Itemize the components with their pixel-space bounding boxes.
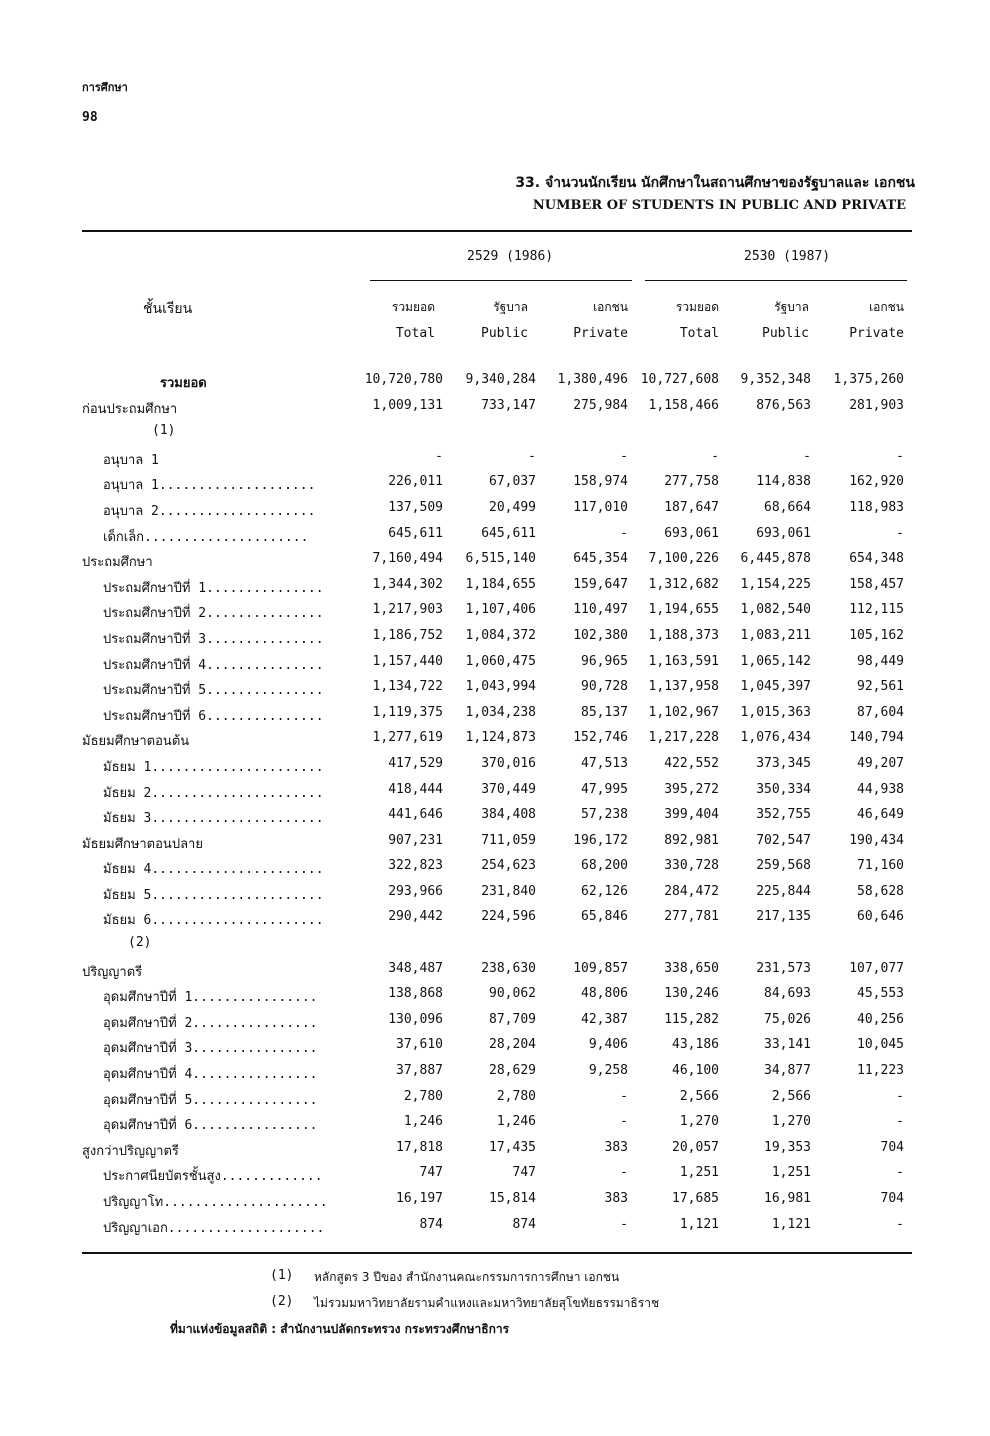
cell-private-1987: 140,794 <box>849 730 904 746</box>
table-row <box>0 884 990 910</box>
cell-total-1987: 277,781 <box>664 909 719 925</box>
cell-public-1986: 1,060,475 <box>465 653 536 669</box>
row-label: อุดมศึกษาปีที่ 4................ <box>103 1067 318 1083</box>
table-row <box>0 833 990 859</box>
row-label: ประถมศึกษาปีที่ 5............... <box>103 683 324 699</box>
section-header: การศึกษา <box>82 81 128 94</box>
table-row <box>0 679 990 705</box>
cell-private-1986: 9,406 <box>588 1037 628 1053</box>
row-label: รวมยอด <box>160 376 207 391</box>
cell-private-1987: 44,938 <box>857 781 904 797</box>
cell-public-1987: 2,566 <box>771 1088 811 1104</box>
cell-public-1987: 1,083,211 <box>740 627 811 643</box>
cell-private-1987: - <box>896 1165 904 1181</box>
cell-private-1986: 85,137 <box>581 704 628 720</box>
cell-total-1987: 1,137,958 <box>648 679 719 695</box>
cell-public-1986: 733,147 <box>481 397 536 413</box>
cell-private-1986: 47,995 <box>581 781 628 797</box>
cell-public-1987: 9,352,348 <box>740 372 811 387</box>
cell-total-1987: 395,272 <box>664 781 719 797</box>
row-label: (2) <box>128 935 152 951</box>
cell-private-1987: 98,449 <box>857 653 904 669</box>
year-header-1986: 2529 (1986) <box>467 249 554 264</box>
row-label: อนุบาล 1 <box>103 452 159 468</box>
cell-total-1987: 1,270 <box>679 1114 719 1130</box>
table-row <box>0 1165 990 1191</box>
cell-public-1986: 15,814 <box>489 1191 536 1206</box>
cell-public-1986: 90,062 <box>489 986 536 1002</box>
cell-public-1986: 1,084,372 <box>465 627 536 643</box>
cell-total-1987: 338,650 <box>664 960 719 976</box>
year-1986-underline <box>370 280 632 281</box>
table-row <box>0 654 990 680</box>
cell-total-1986: 1,186,752 <box>372 627 443 643</box>
cell-private-1986: 9,258 <box>588 1063 628 1079</box>
cell-private-1986: - <box>620 1216 628 1232</box>
cell-public-1986: 28,629 <box>489 1063 536 1079</box>
cell-total-1986: 17,818 <box>396 1139 443 1155</box>
cell-public-1987: 16,981 <box>764 1191 811 1206</box>
table-row <box>0 730 990 756</box>
cell-public-1986: 87,709 <box>489 1011 536 1027</box>
cell-total-1986: 130,096 <box>388 1011 443 1027</box>
year-1987-underline <box>645 280 907 281</box>
cell-total-1987: 422,552 <box>664 755 719 771</box>
cell-total-1986: 293,966 <box>388 883 443 899</box>
cell-total-1987: 115,282 <box>664 1011 719 1027</box>
cell-total-1987: 1,102,967 <box>648 704 719 720</box>
cell-public-1987: 19,353 <box>764 1139 811 1155</box>
cell-total-1987: 1,188,373 <box>648 627 719 643</box>
cell-total-1987: 2,566 <box>679 1088 719 1104</box>
cell-public-1986: 9,340,284 <box>465 372 536 387</box>
table-row <box>0 423 990 449</box>
source-note: ที่มาแห่งข้อมูลสถิติ : สำนักงานปลัดกระทรวง กระทรวงศึกษาธิการ <box>170 1322 510 1336</box>
row-label: ประถมศึกษาปีที่ 1............... <box>103 580 324 596</box>
cell-total-1986: 290,442 <box>388 909 443 925</box>
table-row <box>0 961 990 987</box>
cell-total-1986: 1,009,131 <box>372 397 443 413</box>
cell-total-1987: 7,100,226 <box>648 551 719 567</box>
cell-private-1986: 383 <box>604 1139 628 1155</box>
row-label: อุดมศึกษาปีที่ 1................ <box>103 990 318 1006</box>
table-row <box>0 782 990 808</box>
cell-total-1987: 46,100 <box>672 1063 719 1079</box>
cell-total-1987: 1,163,591 <box>648 653 719 669</box>
cell-public-1986: 1,043,994 <box>465 679 536 695</box>
cell-total-1986: 418,444 <box>388 781 443 797</box>
cell-total-1986: 7,160,494 <box>372 551 443 567</box>
row-label: (1) <box>152 423 176 439</box>
row-label: อนุบาล 1.................... <box>103 478 316 494</box>
cell-public-1986: 2,780 <box>496 1088 536 1104</box>
cell-public-1986: 874 <box>512 1216 536 1232</box>
bottom-rule <box>82 1252 912 1254</box>
cell-private-1987: 40,256 <box>857 1011 904 1027</box>
cell-public-1987: 1,065,142 <box>740 653 811 669</box>
cell-total-1986: 37,610 <box>396 1037 443 1053</box>
cell-private-1987: 704 <box>880 1191 904 1206</box>
cell-public-1987: 225,844 <box>756 883 811 899</box>
cell-public-1987: 114,838 <box>756 474 811 490</box>
table-row <box>0 909 990 935</box>
cell-private-1986: 42,387 <box>581 1011 628 1027</box>
cell-total-1986: 1,119,375 <box>372 704 443 720</box>
year-header-1987: 2530 (1987) <box>744 249 831 264</box>
cell-public-1987: 84,693 <box>764 986 811 1002</box>
cell-public-1986: 28,204 <box>489 1037 536 1053</box>
cell-private-1987: - <box>896 1216 904 1232</box>
cell-public-1986: 384,408 <box>481 807 536 823</box>
cell-private-1986: 645,354 <box>573 551 628 567</box>
cell-public-1986: 1,034,238 <box>465 704 536 720</box>
row-label: มัธยม 5...................... <box>103 887 324 903</box>
cell-private-1986: - <box>620 448 628 464</box>
table-row <box>0 577 990 603</box>
row-label: อุดมศึกษาปีที่ 3................ <box>103 1041 318 1057</box>
cell-private-1986: 65,846 <box>581 909 628 925</box>
cell-private-1986: - <box>620 1088 628 1104</box>
cell-private-1987: - <box>896 1114 904 1130</box>
cell-total-1987: 43,186 <box>672 1037 719 1053</box>
cell-public-1987: 350,334 <box>756 781 811 797</box>
footnote-2: (2) ไม่รวมมหาวิทยาลัยรามคำแหงและมหาวิทยาลัยสุโขทัยธรรมาธิราช <box>270 1294 660 1310</box>
cell-public-1987: 352,755 <box>756 807 811 823</box>
row-label: มัธยมศึกษาตอนปลาย <box>82 836 203 852</box>
cell-private-1987: 60,646 <box>857 909 904 925</box>
row-label: มัธยม 2...................... <box>103 785 324 801</box>
students-table <box>0 372 990 1242</box>
cell-public-1987: - <box>803 448 811 464</box>
cell-private-1987: 11,223 <box>857 1063 904 1079</box>
cell-private-1986: 383 <box>604 1191 628 1206</box>
cell-public-1986: 67,037 <box>489 474 536 490</box>
col-head-1986-public: รัฐบาล Public <box>481 300 528 341</box>
cell-total-1987: 284,472 <box>664 883 719 899</box>
cell-private-1987: 190,434 <box>849 832 904 848</box>
cell-private-1986: 110,497 <box>573 602 628 618</box>
cell-private-1987: 92,561 <box>857 679 904 695</box>
cell-private-1986: 152,746 <box>573 730 628 746</box>
cell-public-1986: 1,184,655 <box>465 576 536 592</box>
cell-public-1986: 1,107,406 <box>465 602 536 618</box>
row-label: อุดมศึกษาปีที่ 6................ <box>103 1118 318 1134</box>
table-row <box>0 1217 990 1243</box>
cell-public-1987: 1,121 <box>771 1216 811 1232</box>
row-label: ก่อนประถมศึกษา <box>82 401 178 417</box>
table-row <box>0 372 990 398</box>
cell-total-1986: 16,197 <box>396 1191 443 1206</box>
cell-public-1986: 370,016 <box>481 755 536 771</box>
cell-public-1987: 34,877 <box>764 1063 811 1079</box>
cell-total-1987: 130,246 <box>664 986 719 1002</box>
row-label: ประกาศนียบัตรชั้นสูง............. <box>103 1169 323 1185</box>
cell-total-1987: 187,647 <box>664 499 719 515</box>
cell-private-1986: 196,172 <box>573 832 628 848</box>
row-label: ปริญญาโท..................... <box>103 1195 328 1210</box>
cell-total-1986: 10,720,780 <box>364 372 443 387</box>
cell-total-1986: - <box>435 448 443 464</box>
cell-private-1986: - <box>620 1165 628 1181</box>
cell-public-1986: 1,124,873 <box>465 730 536 746</box>
cell-public-1986: 370,449 <box>481 781 536 797</box>
cell-private-1987: 49,207 <box>857 755 904 771</box>
cell-public-1987: 373,345 <box>756 755 811 771</box>
cell-public-1987: 75,026 <box>764 1011 811 1027</box>
row-label: สูงกว่าปริญญาตรี <box>82 1143 179 1159</box>
cell-private-1987: 107,077 <box>849 960 904 976</box>
table-row <box>0 986 990 1012</box>
cell-private-1986: 109,857 <box>573 960 628 976</box>
row-label: อุดมศึกษาปีที่ 2................ <box>103 1015 318 1031</box>
footnote-1: (1) หลักสูตร 3 ปีของ สำนักงานคณะกรรมการการศึกษา เอกชน <box>270 1268 620 1284</box>
cell-private-1987: - <box>896 1088 904 1104</box>
cell-public-1987: 876,563 <box>756 397 811 413</box>
cell-private-1986: 47,513 <box>581 755 628 771</box>
cell-public-1986: 238,630 <box>481 960 536 976</box>
table-row <box>0 1191 990 1217</box>
cell-public-1986: 711,059 <box>481 832 536 848</box>
row-label: อุดมศึกษาปีที่ 5................ <box>103 1092 318 1108</box>
cell-public-1987: 1,082,540 <box>740 602 811 618</box>
cell-private-1986: 57,238 <box>581 807 628 823</box>
cell-public-1987: 1,015,363 <box>740 704 811 720</box>
cell-public-1987: 68,664 <box>764 499 811 515</box>
row-label: มัธยมศึกษาตอนต้น <box>82 734 190 750</box>
row-label: ปริญญาเอก.................... <box>103 1220 325 1236</box>
cell-private-1987: - <box>896 448 904 464</box>
cell-private-1987: 105,162 <box>849 627 904 643</box>
cell-total-1986: 138,868 <box>388 986 443 1002</box>
col-head-1986-total: รวมยอด Total <box>391 300 435 341</box>
row-label: มัธยม 3...................... <box>103 811 324 827</box>
table-row <box>0 500 990 526</box>
cell-total-1986: 1,134,722 <box>372 679 443 695</box>
cell-total-1987: 1,158,466 <box>648 397 719 413</box>
cell-total-1986: 226,011 <box>388 474 443 490</box>
cell-private-1987: 10,045 <box>857 1037 904 1053</box>
cell-private-1987: - <box>896 525 904 541</box>
cell-public-1987: 693,061 <box>756 525 811 541</box>
col-head-1987-public: รัฐบาล Public <box>762 300 809 341</box>
table-row <box>0 1037 990 1063</box>
row-label: ปริญญาตรี <box>82 964 143 980</box>
cell-public-1987: 259,568 <box>756 858 811 874</box>
table-row <box>0 756 990 782</box>
cell-total-1986: 907,231 <box>388 832 443 848</box>
cell-public-1987: 1,076,434 <box>740 730 811 746</box>
cell-total-1987: 1,121 <box>679 1216 719 1232</box>
page-number: 98 <box>82 110 98 125</box>
table-title-english: NUMBER OF STUDENTS IN PUBLIC AND PRIVATE <box>532 198 906 213</box>
cell-total-1986: 348,487 <box>388 960 443 976</box>
cell-public-1987: 6,445,878 <box>740 551 811 567</box>
cell-private-1987: 87,604 <box>857 704 904 720</box>
cell-private-1986: 159,647 <box>573 576 628 592</box>
cell-total-1986: 1,277,619 <box>372 730 443 746</box>
cell-total-1987: 17,685 <box>672 1191 719 1206</box>
top-rule <box>82 230 912 232</box>
table-row <box>0 1114 990 1140</box>
row-label: มัธยม 4...................... <box>103 862 324 878</box>
cell-public-1987: 33,141 <box>764 1037 811 1053</box>
cell-total-1986: 747 <box>419 1165 443 1181</box>
cell-total-1986: 137,509 <box>388 499 443 515</box>
col-head-1987-total: รวมยอด Total <box>675 300 719 341</box>
row-label: ประถมศึกษาปีที่ 2............... <box>103 606 324 622</box>
row-label: ประถมศึกษาปีที่ 6............... <box>103 708 324 724</box>
cell-private-1986: 275,984 <box>573 397 628 413</box>
cell-public-1987: 217,135 <box>756 909 811 925</box>
cell-public-1986: 224,596 <box>481 909 536 925</box>
row-label: มัธยม 6...................... <box>103 913 324 929</box>
row-label: อนุบาล 2.................... <box>103 503 316 519</box>
table-row <box>0 398 990 424</box>
cell-total-1986: 322,823 <box>388 858 443 874</box>
cell-private-1987: 162,920 <box>849 474 904 490</box>
cell-total-1987: 330,728 <box>664 858 719 874</box>
cell-total-1986: 1,217,903 <box>372 602 443 618</box>
table-row <box>0 1012 990 1038</box>
cell-private-1986: 158,974 <box>573 474 628 490</box>
cell-public-1986: 747 <box>512 1165 536 1181</box>
cell-private-1987: 58,628 <box>857 883 904 899</box>
cell-public-1986: 254,623 <box>481 858 536 874</box>
cell-private-1987: 281,903 <box>849 397 904 413</box>
cell-total-1986: 441,646 <box>388 807 443 823</box>
cell-private-1987: 704 <box>880 1139 904 1155</box>
cell-private-1987: 654,348 <box>849 551 904 567</box>
row-label: ประถมศึกษาปีที่ 3............... <box>103 631 324 647</box>
table-title-thai: 33. จำนวนนักเรียน นักศึกษาในสถานศึกษาของรัฐบาลและ เอกชน <box>515 175 915 191</box>
cell-private-1986: 117,010 <box>573 499 628 515</box>
cell-total-1986: 874 <box>419 1216 443 1232</box>
table-row <box>0 705 990 731</box>
cell-private-1986: 102,380 <box>573 627 628 643</box>
cell-private-1987: 45,553 <box>857 986 904 1002</box>
table-row <box>0 1140 990 1166</box>
cell-total-1987: 1,312,682 <box>648 576 719 592</box>
cell-private-1987: 1,375,260 <box>833 372 904 387</box>
cell-total-1987: 10,727,608 <box>640 372 719 387</box>
cell-public-1986: 17,435 <box>489 1139 536 1155</box>
cell-total-1986: 645,611 <box>388 525 443 541</box>
cell-public-1987: 231,573 <box>756 960 811 976</box>
cell-total-1987: 693,061 <box>664 525 719 541</box>
cell-total-1987: 399,404 <box>664 807 719 823</box>
cell-total-1986: 2,780 <box>403 1088 443 1104</box>
footnotes <box>0 1268 990 1346</box>
cell-private-1986: 48,806 <box>581 986 628 1002</box>
cell-private-1987: 71,160 <box>857 858 904 874</box>
col-head-1987-private: เอกชน Private <box>849 300 904 341</box>
cell-total-1986: 1,246 <box>403 1114 443 1130</box>
cell-total-1987: 277,758 <box>664 474 719 490</box>
cell-private-1987: 112,115 <box>849 602 904 618</box>
table-row <box>0 526 990 552</box>
cell-private-1986: 68,200 <box>581 858 628 874</box>
cell-public-1987: 1,045,397 <box>740 679 811 695</box>
cell-total-1986: 417,529 <box>388 755 443 771</box>
row-label: ประถมศึกษา <box>82 555 153 571</box>
table-row <box>0 628 990 654</box>
cell-total-1987: 1,194,655 <box>648 602 719 618</box>
table-row <box>0 602 990 628</box>
table-row <box>0 935 990 961</box>
cell-public-1987: 1,270 <box>771 1114 811 1130</box>
cell-public-1987: 1,154,225 <box>740 576 811 592</box>
cell-private-1987: 158,457 <box>849 576 904 592</box>
cell-private-1986: - <box>620 1114 628 1130</box>
cell-total-1987: 20,057 <box>672 1139 719 1155</box>
cell-private-1986: - <box>620 525 628 541</box>
row-label: มัธยม 1...................... <box>103 759 324 775</box>
cell-total-1986: 1,344,302 <box>372 576 443 592</box>
cell-total-1987: 1,251 <box>679 1165 719 1181</box>
cell-total-1986: 37,887 <box>396 1063 443 1079</box>
table-row <box>0 1063 990 1089</box>
row-label: ประถมศึกษาปีที่ 4............... <box>103 657 324 673</box>
cell-private-1986: 62,126 <box>581 883 628 899</box>
table-row <box>0 807 990 833</box>
cell-total-1987: 892,981 <box>664 832 719 848</box>
table-row <box>0 551 990 577</box>
cell-public-1986: 231,840 <box>481 883 536 899</box>
table-row <box>0 1089 990 1115</box>
cell-public-1986: 20,499 <box>489 499 536 515</box>
cell-public-1986: 6,515,140 <box>465 551 536 567</box>
cell-private-1986: 1,380,496 <box>557 372 628 387</box>
cell-public-1986: 1,246 <box>496 1114 536 1130</box>
cell-total-1987: 1,217,228 <box>648 730 719 746</box>
cell-private-1986: 90,728 <box>581 679 628 695</box>
cell-public-1986: 645,611 <box>481 525 536 541</box>
cell-public-1986: - <box>528 448 536 464</box>
row-label: เด็กเล็ก..................... <box>103 529 309 545</box>
table-row <box>0 474 990 500</box>
col-head-1986-private: เอกชน Private <box>573 300 628 341</box>
cell-public-1987: 1,251 <box>771 1165 811 1181</box>
cell-private-1987: 46,649 <box>857 807 904 823</box>
cell-public-1987: 702,547 <box>756 832 811 848</box>
cell-total-1987: - <box>711 448 719 464</box>
cell-private-1987: 118,983 <box>849 499 904 515</box>
row-header-label: ชั้นเรียน <box>143 301 193 317</box>
cell-total-1986: 1,157,440 <box>372 653 443 669</box>
cell-private-1986: 96,965 <box>581 653 628 669</box>
table-row <box>0 449 990 475</box>
table-row <box>0 858 990 884</box>
